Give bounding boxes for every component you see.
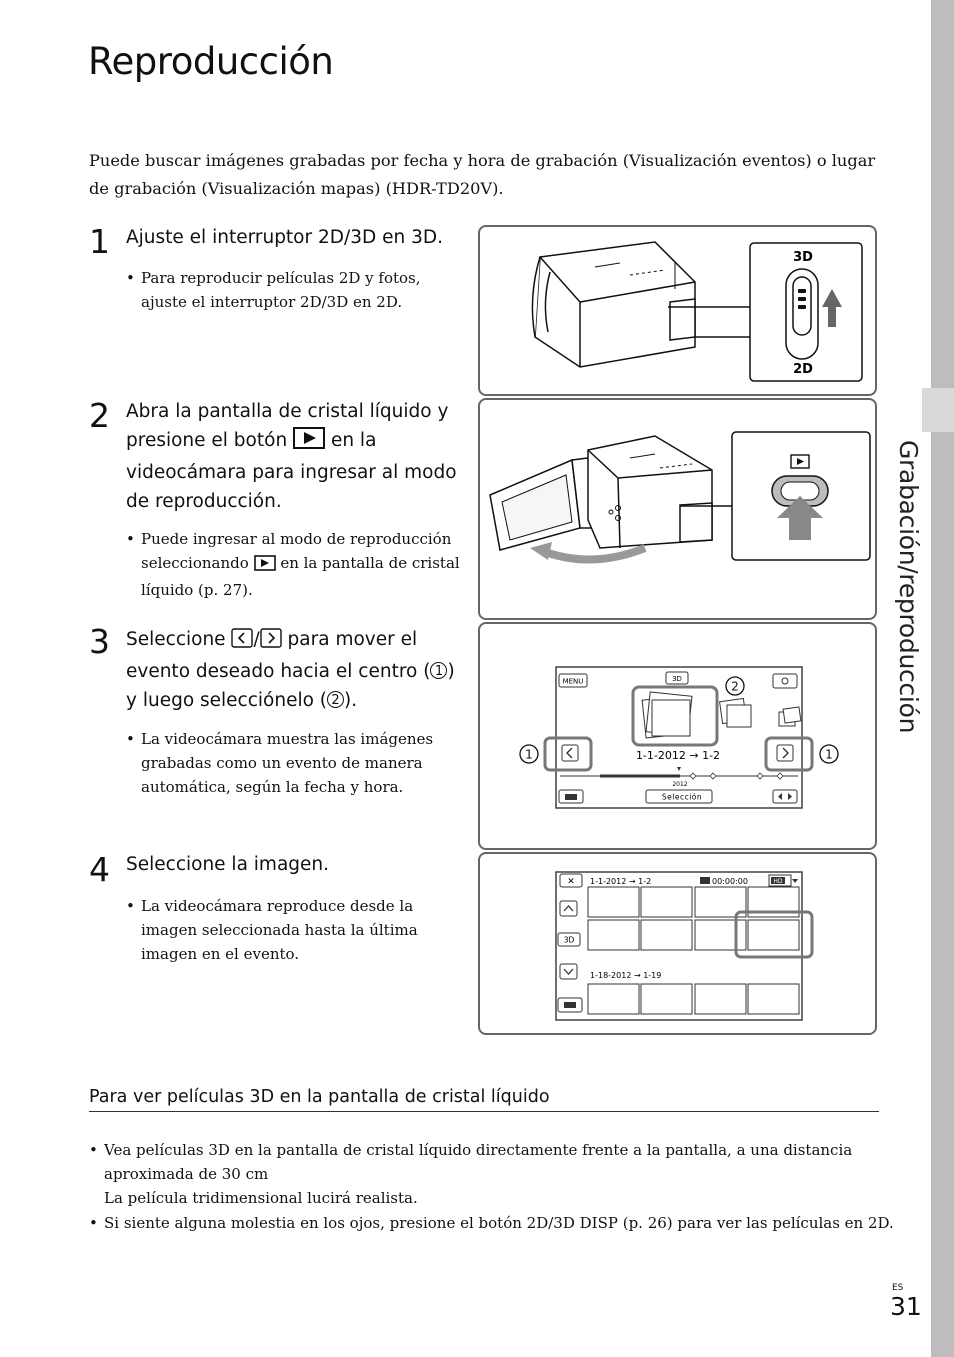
svg-text:✕: ✕	[567, 877, 575, 887]
label-2d: 2D	[793, 362, 813, 377]
step-4-number: 4	[89, 850, 110, 889]
time-counter: 00:00:00	[712, 877, 748, 886]
date-range-b: 1-18-2012 → 1-19	[590, 971, 662, 980]
step-3-text: Seleccione / para mover el evento deseado hacia el centro ( 1 ) y luego selecciónelo ( 2 ).	[126, 629, 455, 711]
callout-1: 1	[430, 662, 447, 679]
event-view-screen	[480, 624, 875, 848]
camcorder-switch-illustration	[480, 227, 875, 394]
swap-view-button	[773, 790, 797, 803]
camcorder-body-open	[490, 436, 712, 550]
step-2-number: 2	[89, 396, 110, 435]
previous-arrow-icon	[231, 628, 253, 657]
scroll-down-button	[560, 964, 577, 979]
play-button-icon	[293, 427, 325, 458]
note-2: • Si siente alguna molestia en los ojos, presione el botón 2D/3D DISP (p. 26) para ver las películas en 2D.	[89, 1214, 894, 1232]
page-number: 31	[890, 1292, 922, 1321]
page-title: Reproducción	[88, 40, 334, 83]
section-tab	[922, 388, 954, 432]
callout-2: 2	[327, 691, 344, 708]
event-date-range: 1-1-2012 → 1-2	[635, 749, 721, 762]
figure-1-panel	[478, 225, 877, 396]
lcd-open-illustration	[480, 400, 875, 618]
section-label: Grabación/reproducción	[894, 440, 923, 734]
step-1-number: 1	[89, 222, 110, 261]
intro-paragraph: Puede buscar imágenes grabadas por fecha y hora de grabación (Visualización eventos) o lugar de grabación (Visualización mapas) (HDR-TD20V).	[89, 151, 876, 198]
step-1-bullet: • Para reproducir películas 2D y fotos, ajuste el interruptor 2D/3D en 2D.	[126, 269, 421, 311]
timeline-year: 2012	[672, 781, 688, 788]
figure-3-panel	[478, 622, 877, 850]
language-code: ES	[892, 1283, 904, 1293]
step-2-bullet: • Puede ingresar al modo de reproducción seleccionando en la pantalla de cristal líquido (p. 27).	[126, 530, 460, 599]
film-icon	[700, 877, 710, 884]
svg-text:1: 1	[525, 747, 533, 762]
date-range-a: 1-1-2012 → 1-2	[590, 877, 652, 886]
svg-text:MENU: MENU	[562, 677, 584, 686]
map-toggle-button	[773, 674, 797, 688]
step-3-bullet: • La videocámara muestra las imágenes grabadas como un evento de manera automática, según la fecha y hora.	[126, 730, 434, 796]
step-4-text: Seleccione la imagen.	[126, 854, 330, 875]
svg-text:2: 2	[731, 679, 739, 694]
step-1-text: Ajuste el interruptor 2D/3D en 3D.	[126, 227, 444, 248]
open-direction-arrow	[540, 548, 645, 560]
svg-text:HD: HD	[773, 878, 783, 885]
step-3-number: 3	[89, 622, 110, 661]
svg-text:1: 1	[825, 747, 833, 762]
note-1-continuation: La película tridimensional lucirá realista.	[104, 1189, 418, 1207]
figure-2-panel	[478, 398, 877, 620]
svg-text:3D: 3D	[563, 935, 575, 945]
step-2-text: Abra la pantalla de cristal líquido y presione el botón en la videocámara para ingresar al modo de reproducción.	[126, 401, 457, 512]
prev-event-button	[562, 745, 578, 761]
note-1: • Vea películas 3D en la pantalla de cristal líquido directamente frente a la pantalla, a una distancia aproximada de 30 cm	[89, 1141, 853, 1183]
label-3d: 3D	[793, 250, 813, 265]
next-event-button	[777, 745, 793, 761]
svg-text:3D: 3D	[672, 675, 682, 683]
index-view-screen	[480, 854, 875, 1033]
next-arrow-icon	[260, 628, 282, 657]
step-4-bullet: • La videocámara reproduce desde la imagen seleccionada hasta la última imagen en el evento.	[126, 897, 418, 963]
side-strip	[931, 0, 954, 1357]
scroll-up-button	[560, 901, 577, 916]
figure-4-panel	[478, 852, 877, 1035]
play-icon	[254, 554, 276, 578]
svg-text:Selección: Selección	[661, 792, 703, 802]
camcorder-body	[532, 242, 695, 367]
subsection-heading: Para ver películas 3D en la pantalla de cristal líquido	[89, 1087, 879, 1112]
